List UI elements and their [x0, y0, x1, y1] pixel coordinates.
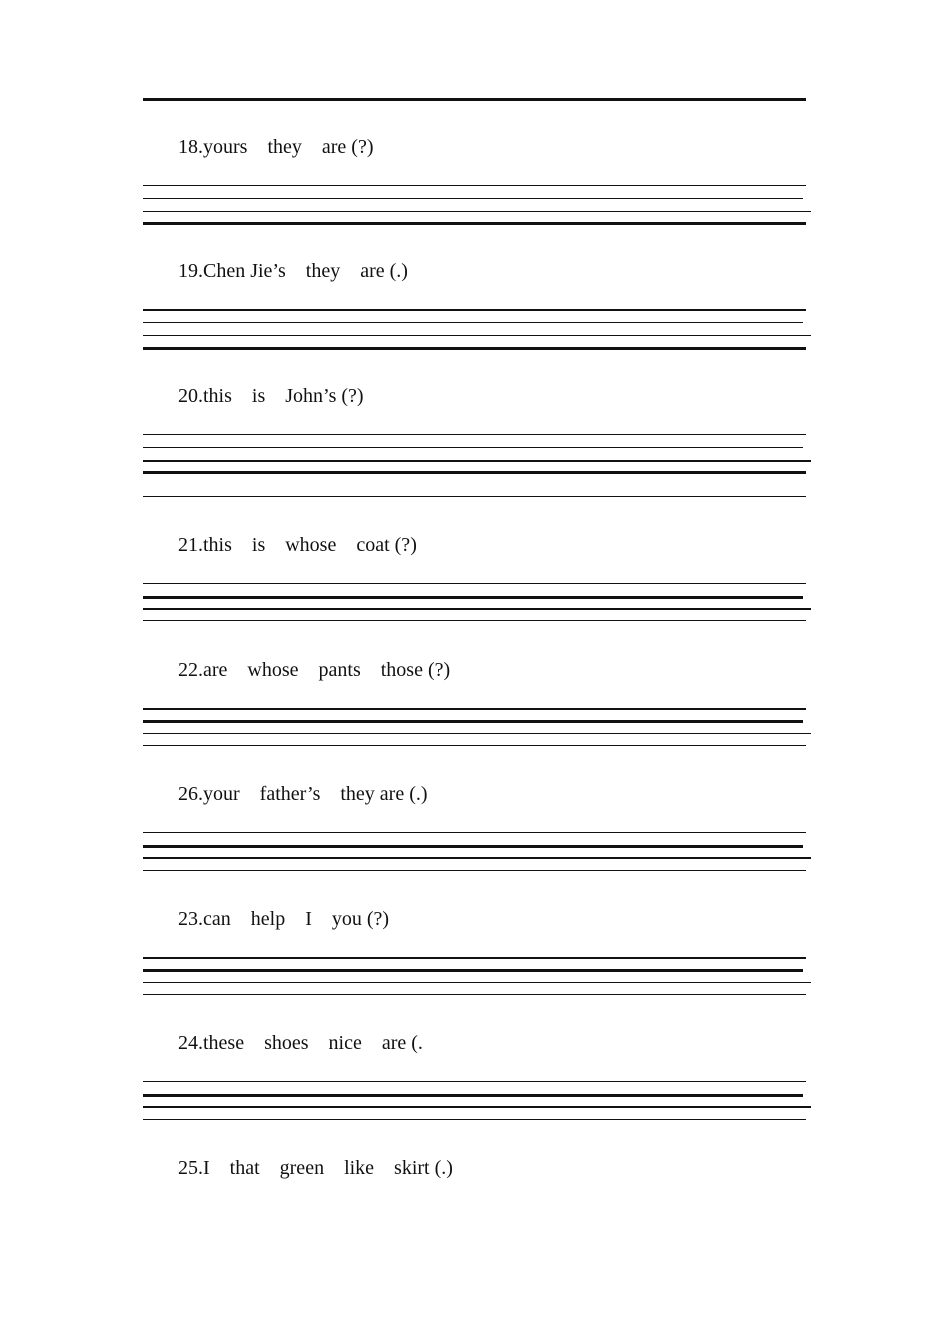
- question-21: 21.this is whose coat (?): [178, 534, 417, 556]
- writing-line: [143, 994, 806, 995]
- question-19: 19.Chen Jie’s they are (.): [178, 260, 408, 282]
- writing-line: [143, 1081, 806, 1082]
- writing-line: [143, 857, 811, 859]
- writing-line: [143, 845, 803, 848]
- writing-line: [143, 608, 811, 610]
- writing-line: [143, 1094, 803, 1097]
- writing-line: [143, 347, 806, 350]
- writing-line: [143, 496, 806, 497]
- writing-line: [143, 471, 806, 474]
- question-25: 25.I that green like skirt (.): [178, 1157, 453, 1179]
- top-rule: [143, 98, 806, 101]
- writing-line: [143, 335, 811, 336]
- writing-line: [143, 185, 806, 186]
- writing-line: [143, 309, 806, 311]
- question-20: 20.this is John’s (?): [178, 385, 364, 407]
- writing-line: [143, 620, 806, 621]
- writing-line: [143, 434, 806, 435]
- writing-line: [143, 957, 806, 959]
- writing-line: [143, 583, 806, 584]
- writing-line: [143, 211, 811, 212]
- question-23: 23.can help I you (?): [178, 908, 390, 930]
- writing-line: [143, 733, 811, 734]
- writing-line: [143, 870, 806, 871]
- question-24: 24.these shoes nice are (.: [178, 1032, 423, 1054]
- writing-line: [143, 1119, 806, 1120]
- writing-line: [143, 222, 806, 225]
- writing-line: [143, 832, 806, 833]
- writing-line: [143, 447, 803, 448]
- writing-line: [143, 720, 803, 723]
- writing-line: [143, 198, 803, 199]
- question-26: 26.your father’s they are (.): [178, 783, 428, 805]
- writing-line: [143, 1106, 811, 1108]
- writing-line: [143, 745, 806, 746]
- writing-line: [143, 708, 806, 710]
- question-18: 18.yours they are (?): [178, 136, 374, 158]
- writing-line: [143, 460, 811, 462]
- writing-line: [143, 596, 803, 599]
- writing-line: [143, 322, 803, 323]
- question-22: 22.are whose pants those (?): [178, 659, 451, 681]
- writing-line: [143, 969, 803, 972]
- writing-line: [143, 982, 811, 983]
